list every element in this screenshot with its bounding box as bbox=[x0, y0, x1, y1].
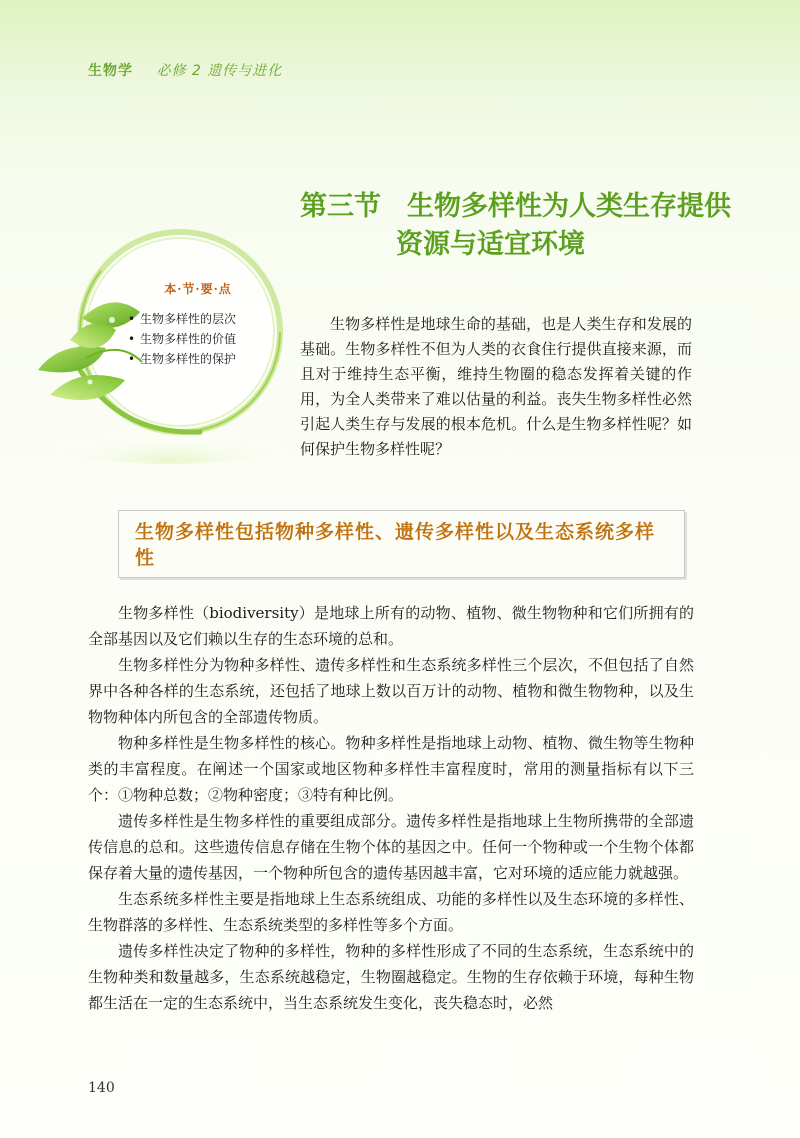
section-number: 第三节 bbox=[300, 191, 381, 222]
keypoint-item: • 生物多样性的层次 bbox=[128, 309, 268, 329]
section-title-line2: 资源与适宜环境 bbox=[396, 229, 585, 260]
keypoints-list bbox=[128, 309, 268, 369]
intro-paragraph: 生物多样性是地球生命的基础，也是人类生存和发展的基础。生物多样性不但为人类的衣食住行提供直接来源，而且对于维持生态平衡，维持生物圈的稳态发挥着关键的作用，为全人类带来了难以估量的利益。丧失生物多样性必然引起人类生存与发展的根本危机。什么是生物多样性呢？如何保护生物多样性呢？ bbox=[300, 315, 692, 458]
keypoints-title: 本·节·要·点 bbox=[164, 282, 232, 296]
body-paragraph: 遗传多样性是生物多样性的重要组成部分。遗传多样性是指地球上生物所携带的全部遗传信息的总和。这些遗传信息存储在生物个体的基因之中。任何一个物种或一个生物个体都保存着大量的遗传基因，一个物种所包含的遗传基因越丰富，它对环境的适应能力就越强。 bbox=[88, 812, 694, 882]
subheading: 生物多样性包括物种多样性、遗传多样性以及生态系统多样性 bbox=[135, 521, 656, 569]
header-subject: 生物学 bbox=[88, 63, 133, 79]
running-head bbox=[88, 60, 282, 80]
body-paragraph: 物种多样性是生物多样性的核心。物种多样性是指地球上动物、植物、微生物等生物种类的丰富程度。在阐述一个国家或地区物种多样性丰富程度时，常用的测量指标有以下三个：①物种总数；②物种密度；③特有种比例。 bbox=[88, 734, 694, 804]
section-title bbox=[300, 188, 740, 264]
section-keypoints bbox=[128, 280, 268, 369]
keypoint-item: • 生物多样性的价值 bbox=[128, 329, 268, 349]
body-paragraph: 生物多样性分为物种多样性、遗传多样性和生态系统多样性三个层次，不但包括了自然界中各种各样的生态系统，还包括了地球上数以百万计的动物、植物和微生物物种，以及生物物种体内所包含的全部遗传物质。 bbox=[88, 656, 694, 726]
body-paragraph: 遗传多样性决定了物种的多样性，物种的多样性形成了不同的生态系统，生态系统中的生物种类和数量越多，生态系统越稳定，生物圈越稳定。生物的生存依赖于环境，每种生物都生活在一定的生态系统中，当生态系统发生变化，丧失稳态时，必然 bbox=[88, 942, 694, 1012]
page-number: 140 bbox=[88, 1080, 115, 1096]
body-paragraph: 生物多样性（biodiversity）是地球上所有的动物、植物、微生物物种和它们所拥有的全部基因以及它们赖以生存的生态环境的总和。 bbox=[88, 604, 694, 648]
body-text bbox=[88, 600, 694, 1016]
body-paragraph: 生态系统多样性主要是指地球上生态系统组成、功能的多样性以及生态环境的多样性、生物群落的多样性、生态系统类型的多样性等多个方面。 bbox=[88, 890, 694, 934]
subheading-box bbox=[118, 510, 685, 578]
header-volume: 必修 2 遗传与进化 bbox=[156, 63, 283, 79]
keypoint-item: • 生物多样性的保护 bbox=[128, 349, 268, 369]
section-title-line1: 生物多样性为人类生存提供 bbox=[407, 191, 731, 222]
